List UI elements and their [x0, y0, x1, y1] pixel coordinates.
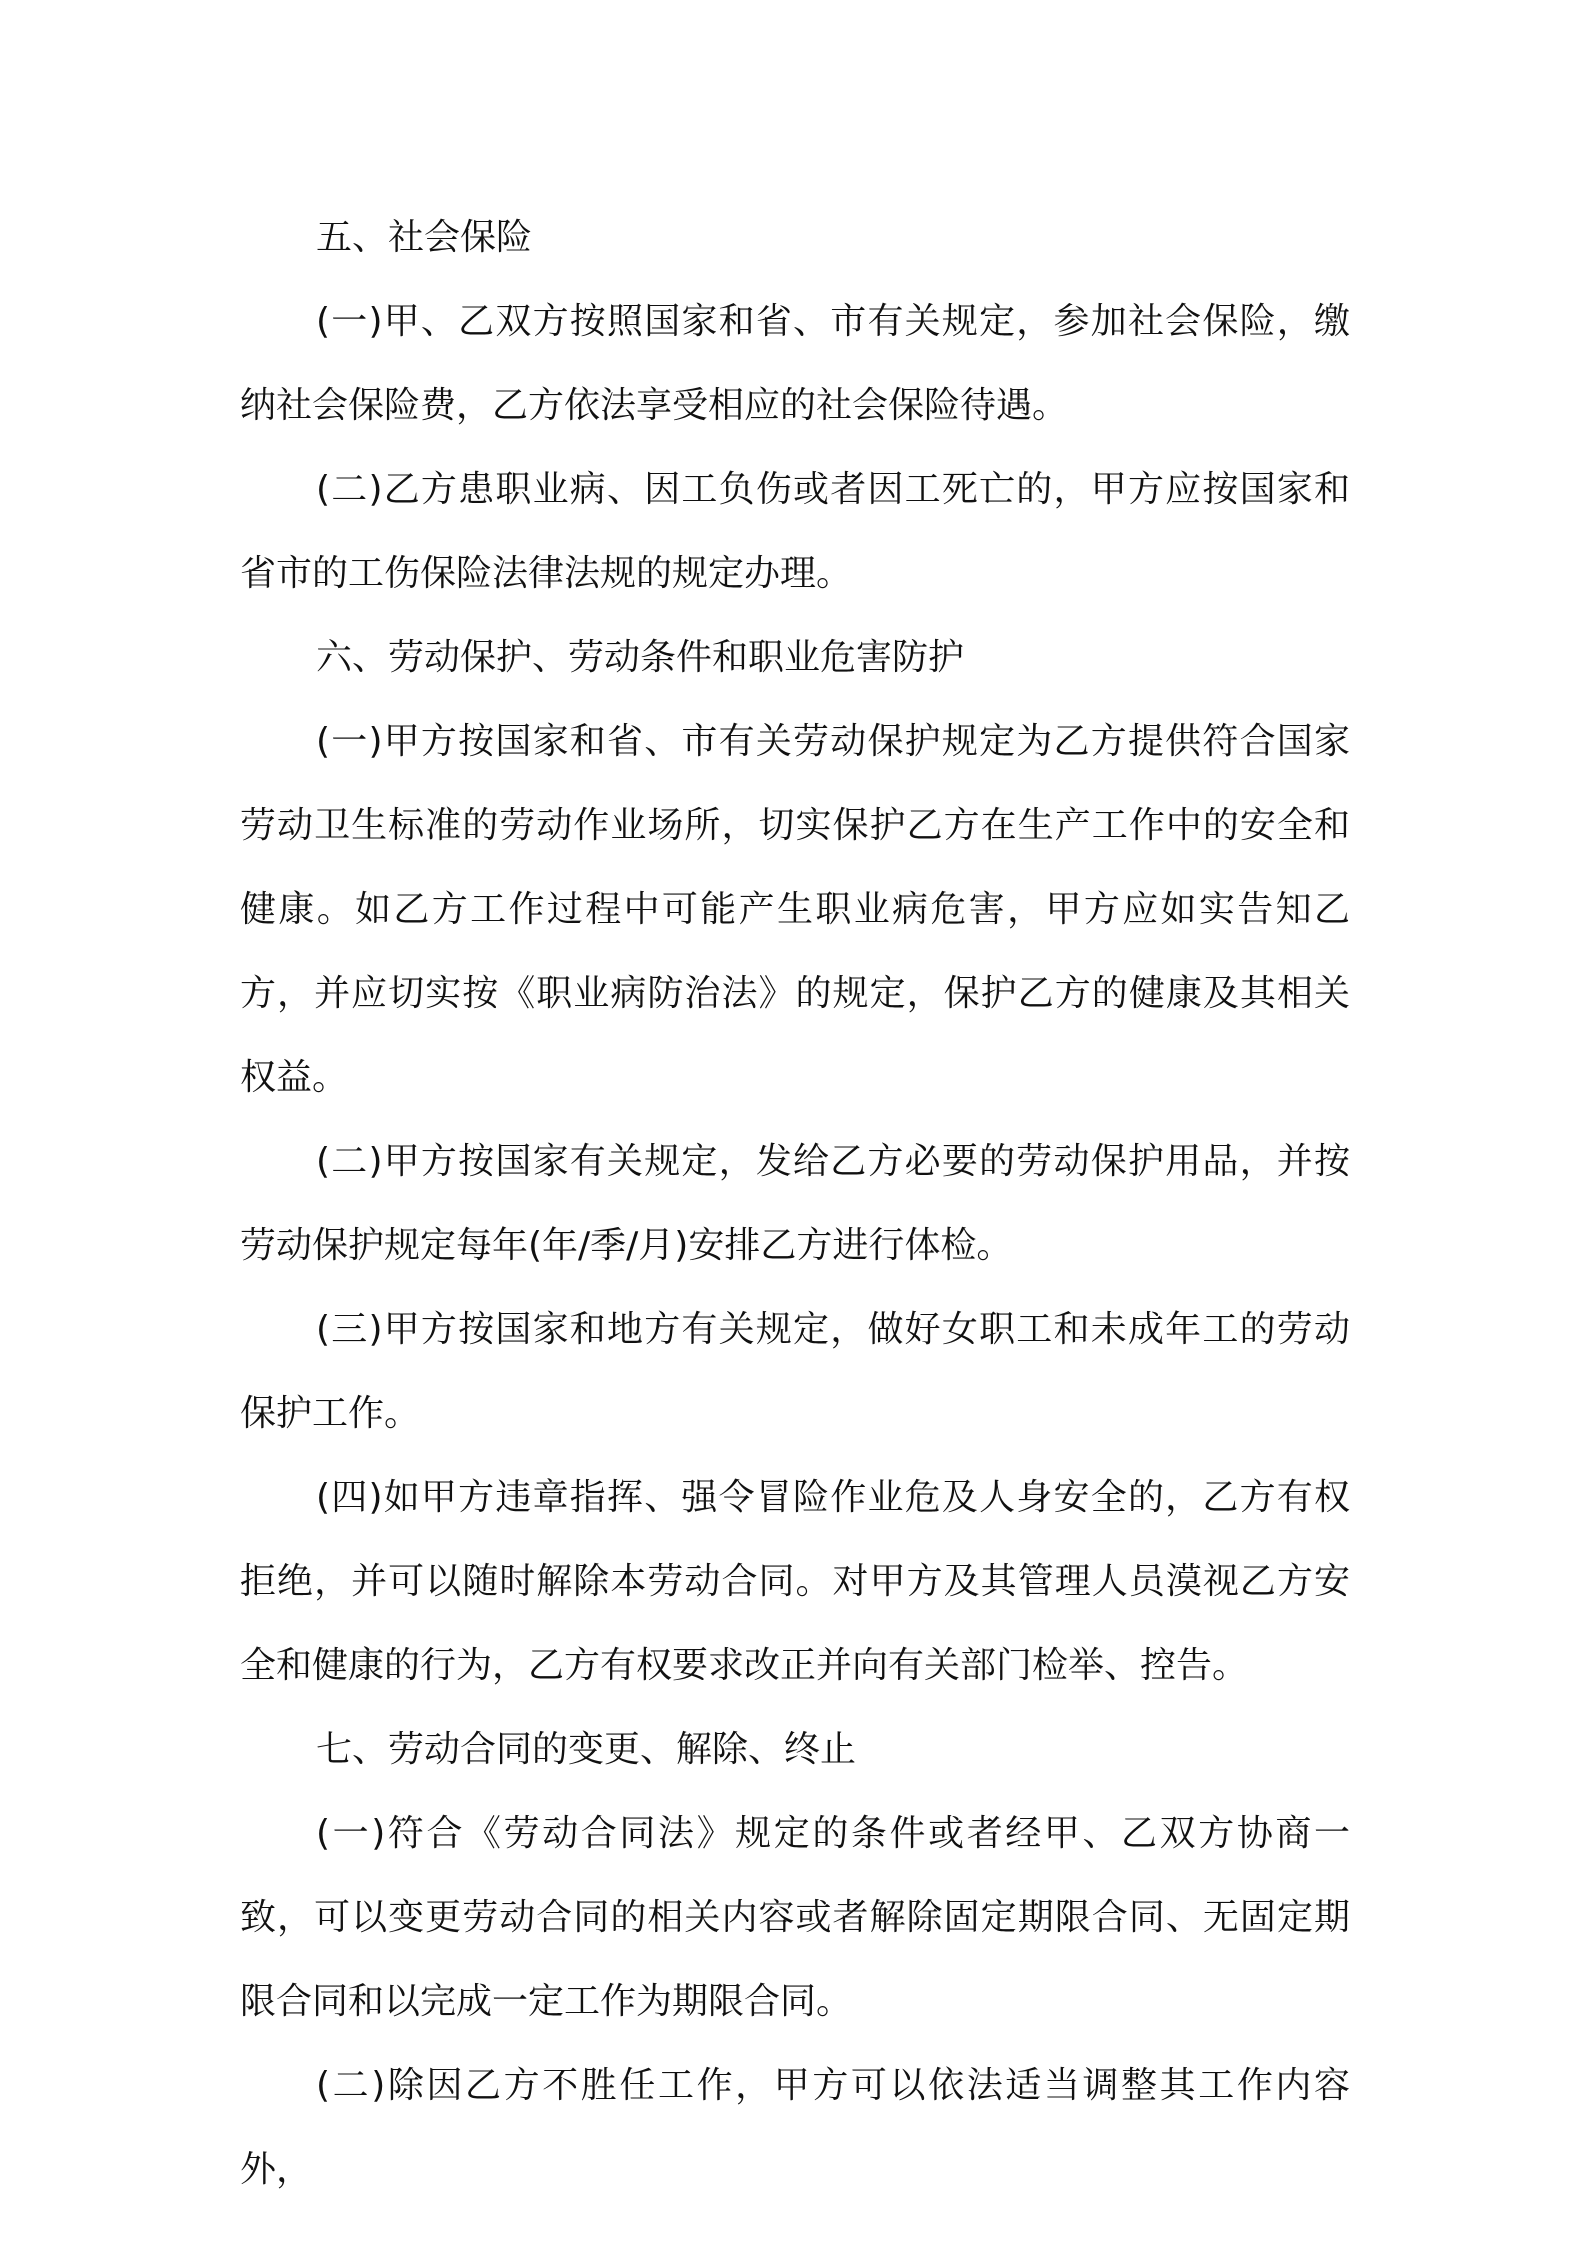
paragraph: (二)甲方按国家有关规定，发给乙方必要的劳动保护用品，并按劳动保护规定每年(年/季/月)安排乙方进行体检。 — [240, 1141, 1350, 1266]
paragraph: (三)甲方按国家和地方有关规定，做好女职工和未成年工的劳动保护工作。 — [240, 1309, 1350, 1434]
paragraph: (一)甲方按国家和省、市有关劳动保护规定为乙方提供符合国家劳动卫生标准的劳动作业场所，切实保护乙方在生产工作中的安全和健康。如乙方工作过程中可能产生职业病危害，甲方应如实告知乙方，并应切实按《职业病防治法》的规定，保护乙方的健康及其相关权益。 — [240, 721, 1350, 1098]
document-body — [240, 196, 1350, 2212]
paragraph: (二)除因乙方不胜任工作，甲方可以依法适当调整其工作内容外， — [240, 2065, 1350, 2190]
paragraph: (二)乙方患职业病、因工负伤或者因工死亡的，甲方应按国家和省市的工伤保险法律法规的规定办理。 — [240, 469, 1350, 594]
section-heading-contract-change: 七、劳动合同的变更、解除、终止 — [316, 1729, 857, 1770]
paragraph: (一)符合《劳动合同法》规定的条件或者经甲、乙双方协商一致，可以变更劳动合同的相关内容或者解除固定期限合同、无固定期限合同和以完成一定工作为期限合同。 — [240, 1813, 1350, 2022]
section-heading-social-insurance: 五、社会保险 — [316, 217, 533, 258]
paragraph: (四)如甲方违章指挥、强令冒险作业危及人身安全的，乙方有权拒绝，并可以随时解除本劳动合同。对甲方及其管理人员漠视乙方安全和健康的行为，乙方有权要求改正并向有关部门检举、控告。 — [240, 1477, 1350, 1686]
section-heading-labor-protection: 六、劳动保护、劳动条件和职业危害防护 — [316, 637, 965, 678]
paragraph: (一)甲、乙双方按照国家和省、市有关规定，参加社会保险，缴纳社会保险费，乙方依法享受相应的社会保险待遇。 — [240, 301, 1350, 426]
